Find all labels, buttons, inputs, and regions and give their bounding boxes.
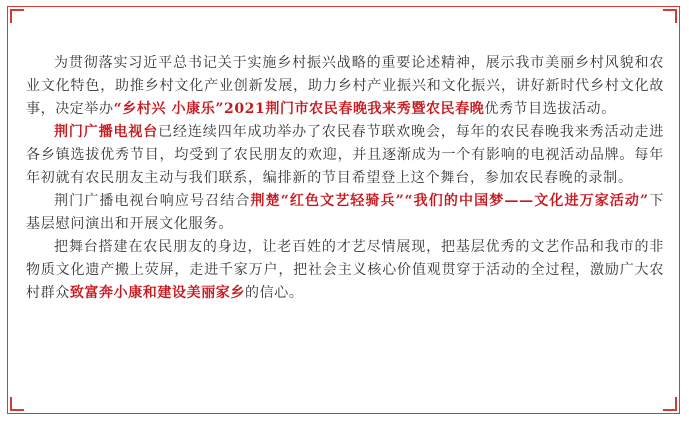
goal-highlight: 致富奔小康和建设美丽家乡 — [69, 285, 246, 301]
corner-ornament-bottom-right — [663, 397, 677, 411]
corner-ornament-top-left — [10, 9, 24, 23]
intro-text: 为贯彻落实习近平总书记关于实施乡村振兴战略的重要论述精神，展示我市美丽乡村风貌和农业文化特色，助推乡村文化产业创新发展，助力乡村产业振兴和文化振兴，讲好新时代乡村文化故事，决定举办 — [26, 55, 664, 117]
paragraph-goal — [26, 236, 664, 305]
corner-ornament-top-right — [663, 9, 677, 23]
goal-text-end: 的信心。 — [245, 285, 304, 301]
event-title-highlight: “乡村兴 小康乐”2021荆门市农民春晚我来秀暨农民春晚 — [113, 101, 485, 117]
response-text-end: 下基层慰问演出和开展文化服务。 — [26, 193, 665, 232]
campaign-highlight: 荆楚“红色文艺轻骑兵”“我们的中国梦——文化进万家活动” — [250, 193, 649, 209]
paragraph-history — [26, 121, 664, 190]
corner-ornament-bottom-left — [10, 397, 24, 411]
paragraph-response — [26, 190, 664, 236]
paragraph-intro — [26, 52, 664, 121]
history-text: 已经连续四年成功举办了农民春节联欢晚会，每年的农民春晚我来秀活动走进各乡镇选拔优秀节目，均受到了农民朋友的欢迎，并且逐渐成为一个有影响的电视活动品牌。每年年初就有农民朋友主动与我们联系，编排新的节目希望登上这个舞台，参加农民春晚的录制。 — [26, 124, 664, 186]
response-text: 荆门广播电视台响应号召结合 — [54, 193, 251, 209]
station-name-highlight: 荆门广播电视台 — [54, 124, 159, 140]
goal-text: 把舞台搭建在农民朋友的身边，让老百姓的才艺尽情展现，把基层优秀的文艺作品和我市的非物质文化遗产搬上荧屏，走进千家万户，把社会主义核心价值观贯穿于活动的全过程，激励广大农村群众 — [26, 239, 664, 301]
article-body — [26, 52, 664, 305]
intro-text-end: 优秀节目选拔活动。 — [484, 101, 616, 117]
